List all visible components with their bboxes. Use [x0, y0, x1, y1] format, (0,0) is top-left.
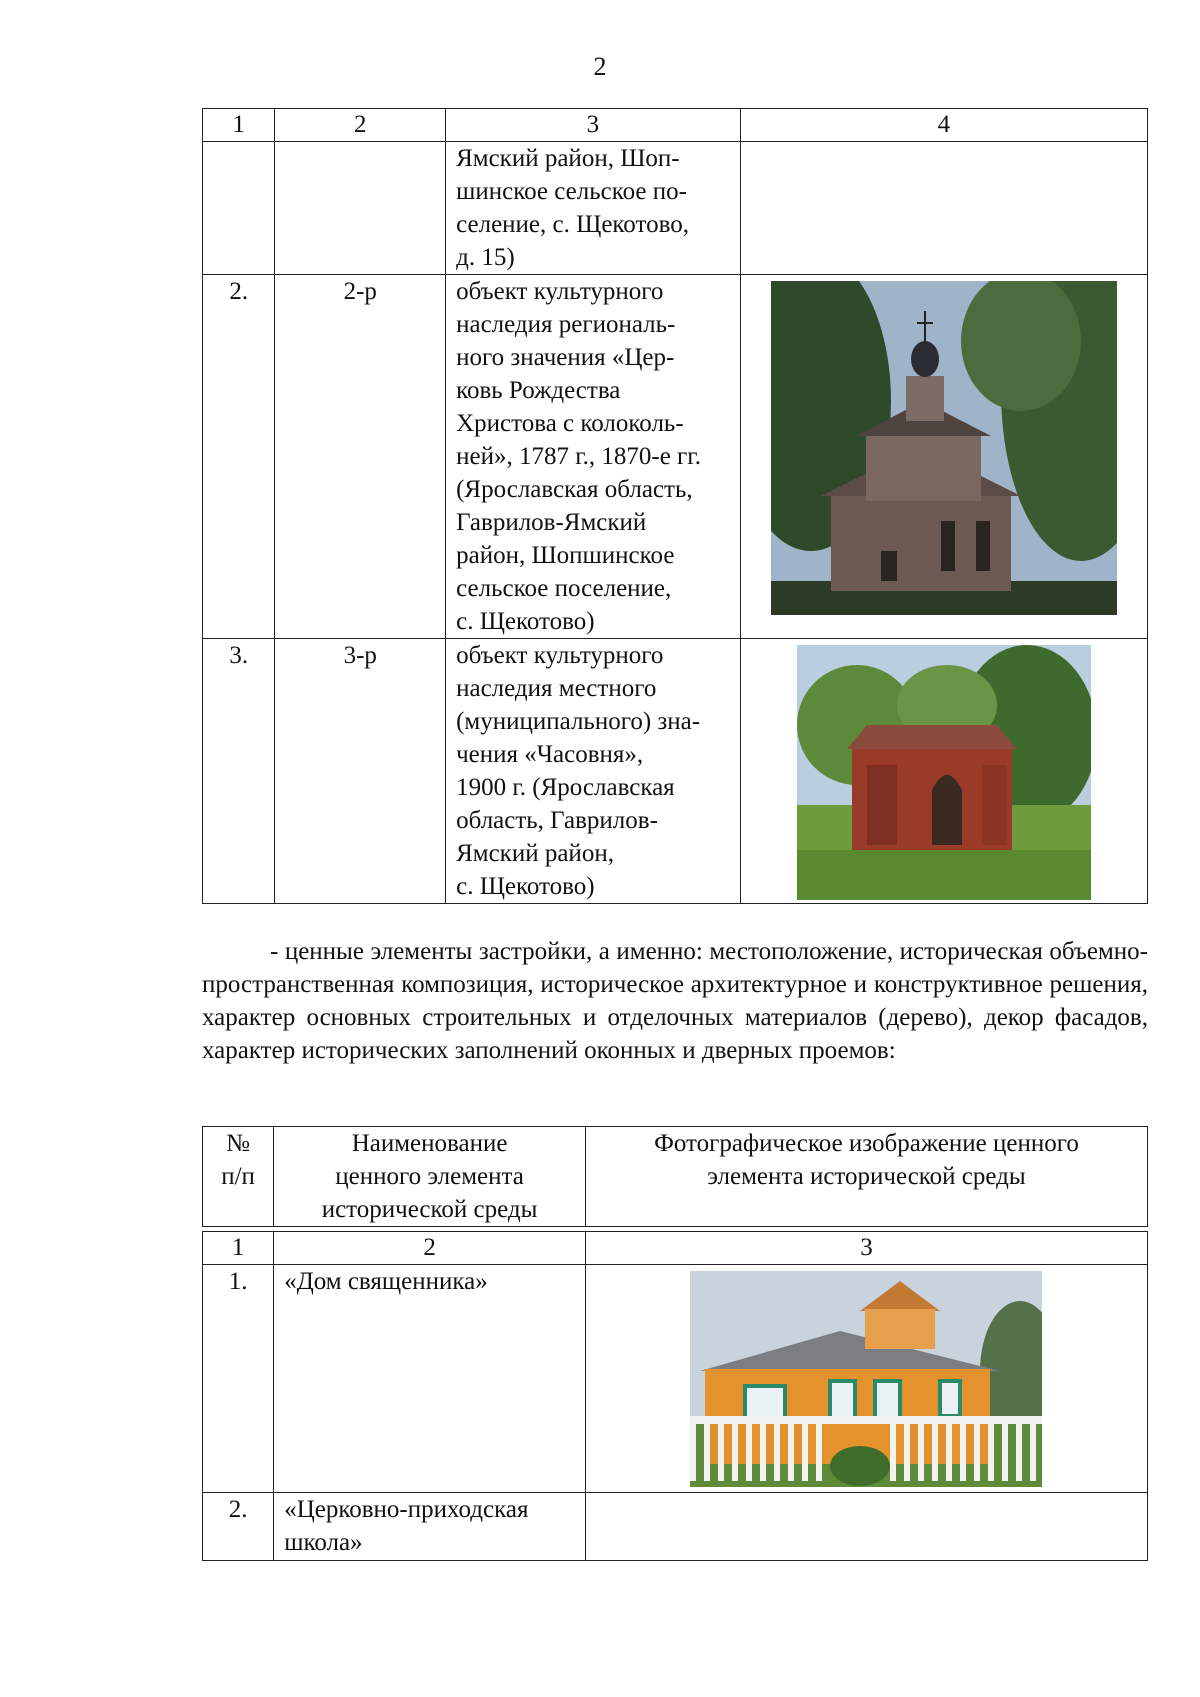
row-number	[203, 142, 275, 275]
row-description: объект культурного наследия местного (муниципального) зна- чения «Часовня», 1900 г. (Ярославская область, Гаврилов- Ямский район, с. Щекотово)	[446, 639, 741, 904]
priest-house-photo	[690, 1271, 1042, 1487]
table-row	[203, 275, 1148, 639]
chapel-photo	[797, 645, 1091, 900]
row-photo-cell	[585, 1493, 1147, 1561]
valuable-elements-table	[202, 1126, 1148, 1561]
table-header-row	[203, 1127, 1148, 1227]
row-name: «Церковно-приходская школa»	[274, 1493, 586, 1561]
header-photo: Фотографическое изображение ценного элемента исторической среды	[585, 1127, 1147, 1227]
column-number-row	[203, 1232, 1148, 1265]
row-number: 1.	[203, 1265, 274, 1493]
church-photo	[771, 281, 1117, 615]
header-number: № п/п	[203, 1127, 274, 1227]
col-num-3: 3	[585, 1232, 1147, 1265]
row-photo-cell	[740, 142, 1147, 275]
header-name: Наименование ценного элемента исторической среды	[274, 1127, 586, 1227]
paragraph-text: - ценные элементы застройки, а именно: местоположение, историческая объемно-пространственная композиция, историческое архитектурное и конструктивное решения, характер основных строительных и отделочных материалов (дерево), декор фасадов, характер исторических заполнений оконных и дверных проемов:	[202, 938, 1148, 1064]
table-row	[203, 1493, 1148, 1561]
valuable-elements-paragraph	[202, 935, 1148, 1067]
row-number: 2.	[203, 1493, 274, 1561]
col-num-2: 2	[275, 109, 446, 142]
row-code: 2-р	[275, 275, 446, 639]
heritage-objects-table	[202, 108, 1148, 904]
row-number: 3.	[203, 639, 275, 904]
row-code: 3-р	[275, 639, 446, 904]
col-num-4: 4	[740, 109, 1147, 142]
col-num-1: 1	[203, 109, 275, 142]
table-row	[203, 142, 1148, 275]
row-description: объект культурного наследия региональ- ного значения «Цер- ковь Рождества Христова с колоколь- ней», 1787 г., 1870-е гг. (Ярославская область, Гаврилов-Ямский район, Шопшинское сельское поселение, с. Щекотово)	[446, 275, 741, 639]
page-number: 2	[593, 52, 607, 81]
row-photo-cell	[740, 639, 1147, 904]
row-photo-cell	[740, 275, 1147, 639]
row-photo-cell	[585, 1265, 1147, 1493]
row-name: «Дом священника»	[274, 1265, 586, 1493]
column-number-row	[203, 109, 1148, 142]
col-num-2: 2	[274, 1232, 586, 1265]
col-num-3: 3	[446, 109, 741, 142]
row-number: 2.	[203, 275, 275, 639]
col-num-1: 1	[203, 1232, 274, 1265]
row-description: Ямский район, Шоп- шинское сельское по- селение, с. Щекотово, д. 15)	[446, 142, 741, 275]
table-row	[203, 639, 1148, 904]
table-row	[203, 1265, 1148, 1493]
row-code	[275, 142, 446, 275]
